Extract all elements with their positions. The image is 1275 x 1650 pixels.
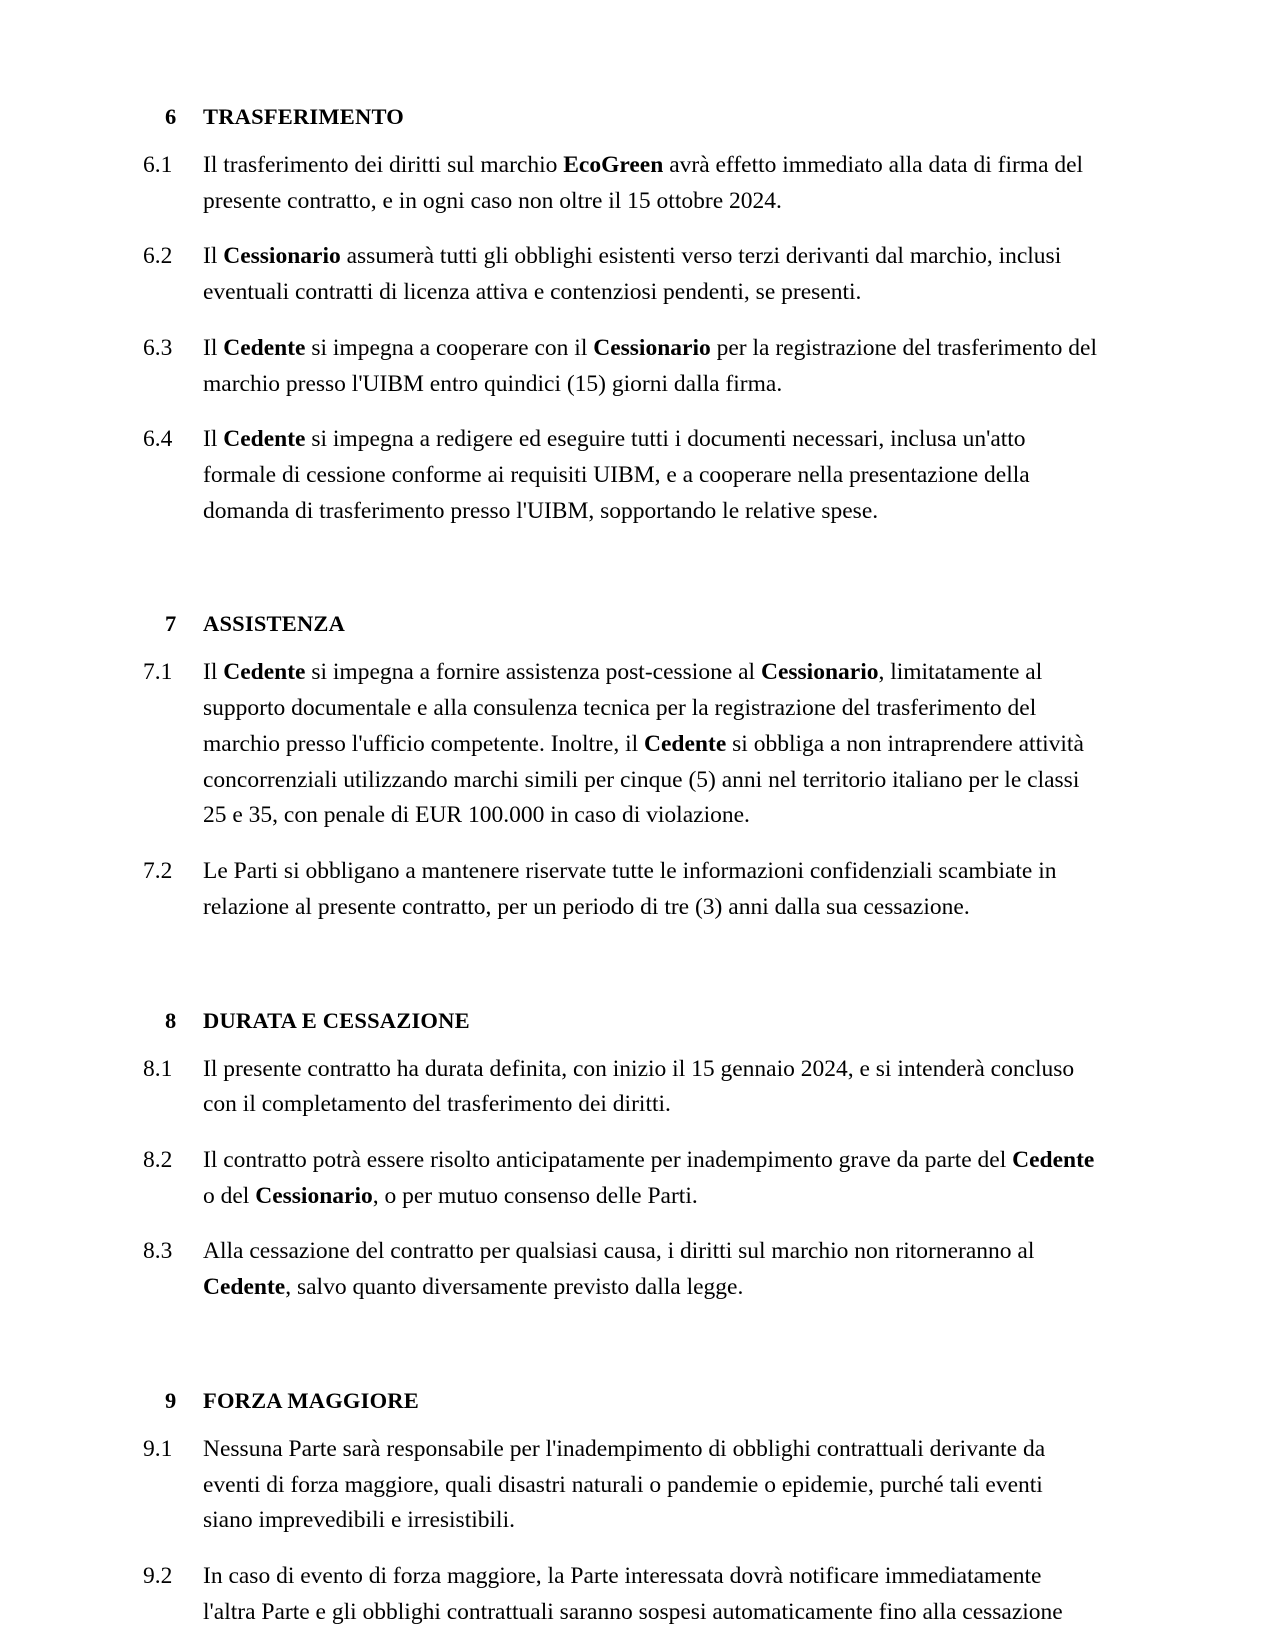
- clause: [143, 1432, 1097, 1539]
- clause-text: [203, 1234, 1097, 1305]
- clause-number: 7.2: [143, 858, 173, 885]
- section-number: 8: [165, 1007, 177, 1033]
- emphasis-term: Cedente: [203, 1274, 286, 1301]
- text-run: Il trasferimento dei diritti sul marchio: [203, 152, 564, 178]
- emphasis-term: Cessionario: [223, 243, 341, 270]
- text-run: Il: [203, 659, 224, 686]
- clause-text: [203, 422, 1097, 529]
- clause-number: 6.2: [143, 243, 173, 270]
- section-spacer: [143, 529, 1097, 611]
- section-spacer: [143, 1306, 1097, 1388]
- section-title: TRASFERIMENTO: [203, 104, 404, 129]
- text-run: , limitatamente al supporto documentale e alla consulenza tecnica per la registrazione del trasferimento del marchio presso l'ufficio competente. Inoltre, il: [203, 659, 1043, 757]
- section-heading: [143, 104, 1097, 130]
- text-run: si impegna a redigere ed eseguire tutti i documenti necessari, inclusa un'atto formale di cessione conforme ai requisiti UIBM, e a cooperare nella presentazione della domanda di trasferimento presso l'UIBM, sopportando le relative spese.: [203, 426, 1030, 524]
- clause-spacer: [143, 311, 1097, 331]
- clause-spacer: [143, 402, 1097, 422]
- clause-number: 6.3: [143, 334, 173, 361]
- section-title: DURATA E CESSAZIONE: [203, 1007, 470, 1033]
- emphasis-term: Cessionario: [760, 659, 879, 686]
- emphasis-term: Cedente: [223, 659, 306, 686]
- clause-spacer: [143, 1539, 1097, 1559]
- emphasis-term: EcoGreen: [563, 152, 664, 178]
- clause: [143, 422, 1097, 529]
- clause-text: [203, 655, 1097, 834]
- text-run: si obbliga a non intraprendere attività concorrenziali utilizzando marchi simili per cinque (5) anni nel territorio italiano per le classi 25 e 35, con penale di EUR 100.000 in caso di violazione.: [203, 730, 1084, 829]
- emphasis-term: Cedente: [223, 426, 306, 453]
- clause-number: 6.4: [143, 426, 173, 453]
- clause-text: [203, 239, 1097, 310]
- clause-text: [203, 1052, 1097, 1123]
- text-run: , o per mutuo consenso delle Parti.: [372, 1182, 698, 1209]
- document-body: [143, 104, 1097, 1630]
- emphasis-term: Cedente: [1012, 1146, 1095, 1173]
- text-run: Il: [203, 243, 224, 270]
- text-run: Il: [203, 426, 224, 453]
- clause-number: 8.2: [143, 1146, 173, 1173]
- clause: [143, 1559, 1097, 1630]
- clause: [143, 148, 1097, 219]
- heading-spacer: [143, 1414, 1097, 1432]
- clause-text: [203, 1432, 1097, 1539]
- clause: [143, 655, 1097, 834]
- clause-spacer: [143, 1123, 1097, 1143]
- text-run: si impegna a fornire assistenza post-cessione al: [305, 659, 761, 686]
- clause: [143, 1052, 1097, 1123]
- clause: [143, 1234, 1097, 1305]
- section-spacer: [143, 926, 1097, 1008]
- clause-number: 9.2: [143, 1562, 173, 1589]
- heading-spacer: [143, 130, 1097, 148]
- clause-number: 6.1: [143, 152, 173, 178]
- clause-number: 8.1: [143, 1055, 173, 1082]
- section-number: 9: [165, 1387, 177, 1413]
- emphasis-term: Cedente: [644, 730, 727, 757]
- text-run: Il contratto potrà essere risolto anticipatamente per inadempimento grave da parte del: [203, 1146, 1013, 1173]
- text-run: In caso di evento di forza maggiore, la Parte interessata dovrà notificare immediatamente l'altra Parte e gli obblighi contrattuali saranno sospesi automaticamente fino alla cessazione: [203, 1562, 1063, 1625]
- text-run: per la registrazione del trasferimento del marchio presso l'UIBM entro quindici (15) giorni dalla firma.: [203, 334, 1098, 397]
- clause-number: 7.1: [143, 659, 173, 686]
- text-run: avrà effetto immediato alla data di firma del presente contratto, e in ogni caso non oltre il 15 ottobre 2024.: [203, 152, 1084, 214]
- clause-text: [203, 1559, 1097, 1630]
- clause-spacer: [143, 834, 1097, 854]
- clause: [143, 331, 1097, 402]
- text-run: Le Parti si obbligano a mantenere riservate tutte le informazioni confidenziali scambiate in relazione al presente contratto, per un periodo di tre (3) anni dalla sua cessazione.: [203, 858, 1057, 920]
- text-run: Il: [203, 334, 224, 361]
- text-run: si impegna a cooperare con il: [305, 334, 594, 361]
- clause-text: [203, 1143, 1097, 1214]
- text-run: assumerà tutti gli obblighi esistenti verso terzi derivanti dal marchio, inclusi eventuali contratti di licenza attiva e contenziosi pendenti, se presenti.: [203, 243, 1062, 306]
- clause-text: [203, 331, 1097, 402]
- text-run: o del: [203, 1182, 256, 1209]
- emphasis-term: Cessionario: [593, 334, 711, 361]
- heading-spacer: [143, 637, 1097, 655]
- emphasis-term: Cessionario: [255, 1182, 373, 1209]
- clause-spacer: [143, 219, 1097, 239]
- clause-number: 8.3: [143, 1238, 173, 1265]
- section-heading: [143, 1008, 1097, 1034]
- clause-text: [203, 854, 1097, 925]
- emphasis-term: Cedente: [223, 334, 306, 361]
- clause: [143, 854, 1097, 925]
- section-heading: [143, 1388, 1097, 1414]
- heading-spacer: [143, 1034, 1097, 1052]
- text-run: Alla cessazione del contratto per qualsiasi causa, i diritti sul marchio non ritorneranno al: [203, 1238, 1035, 1265]
- section-number: 6: [165, 104, 177, 129]
- text-run: , salvo quanto diversamente previsto dalla legge.: [285, 1274, 744, 1301]
- text-run: Nessuna Parte sarà responsabile per l'inadempimento di obblighi contrattuali derivante da eventi di forza maggiore, quali disastri naturali o pandemie o epidemie, purché tali eventi siano imprevedibili e irresistibili.: [203, 1435, 1046, 1534]
- clause-text: [203, 148, 1097, 219]
- section-title: FORZA MAGGIORE: [203, 1387, 419, 1413]
- section-number: 7: [165, 611, 177, 637]
- text-run: Il presente contratto ha durata definita, con inizio il 15 gennaio 2024, e si intenderà concluso con il completamento del trasferimento dei diritti.: [203, 1055, 1075, 1118]
- clause: [143, 239, 1097, 310]
- section-heading: [143, 611, 1097, 637]
- clause: [143, 1143, 1097, 1214]
- section-title: ASSISTENZA: [203, 611, 346, 637]
- clause-spacer: [143, 1214, 1097, 1234]
- clause-number: 9.1: [143, 1435, 173, 1462]
